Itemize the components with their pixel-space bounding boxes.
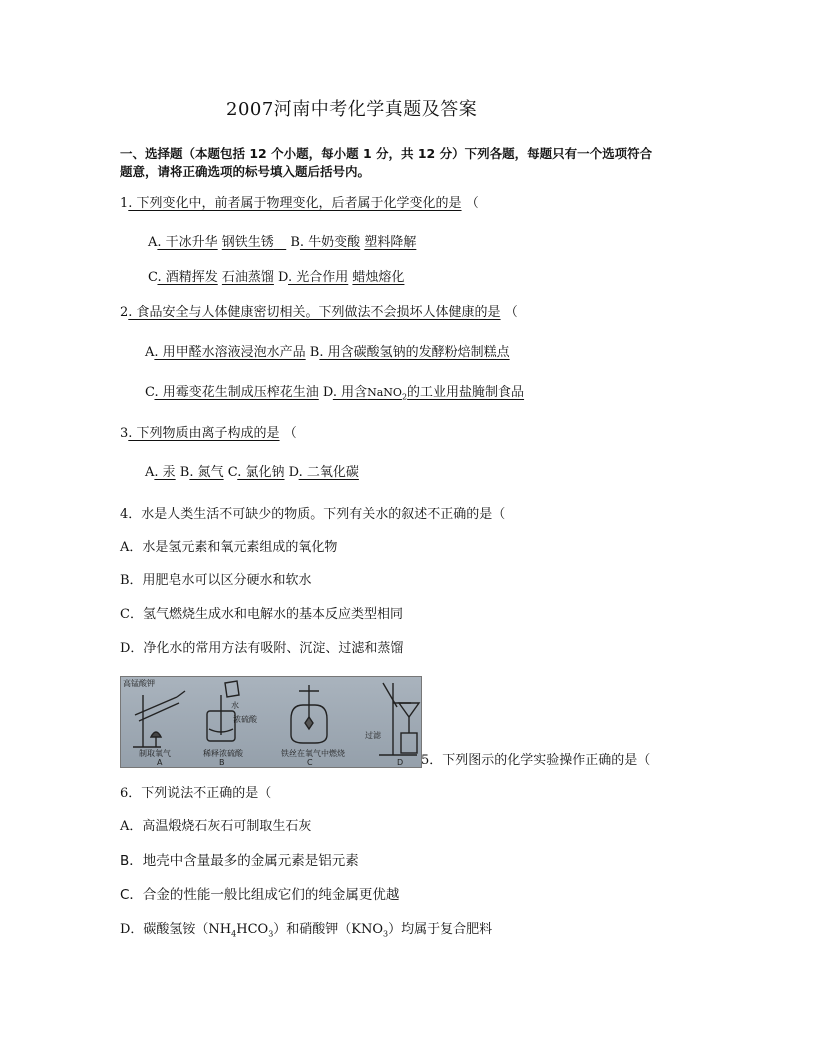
question-6: 6．下列说法不正确的是（ [120,786,272,801]
q6-option-b: B．地壳中含量最多的金属元素是铝元素 [120,853,359,869]
q3-option-c-text: . 氯化钠 [237,465,285,480]
q6-option-c: C．合金的性能一般比组成它们的纯金属更优越 [120,887,400,903]
q2-option-d-formula: NaNO [367,386,402,399]
figure-a-label: 制取氧气 [139,749,171,758]
q3-paren: （ [283,426,297,441]
q2-option-a-letter: A [145,345,155,360]
figure-a-letter: A [157,758,163,767]
q3-option-a-text: . 汞 [154,465,176,480]
question-4: 4．水是人类生活不可缺少的物质。下列有关水的叙述不正确的是（ [120,507,506,522]
figure-d-label: 过滤 [365,731,381,740]
q4-option-c: C．氢气燃烧生成水和电解水的基本反应类型相同 [120,607,403,622]
q2-paren: （ [504,305,518,320]
q1-option-c-text: . 酒精挥发 [157,270,218,285]
q2-options-ab [145,345,510,361]
figure-b-acid-label: 浓硫酸 [233,715,257,724]
q1-option-c-text2: 石油蒸馏 [221,270,274,285]
q6-option-a: A．高温煅烧石灰石可制取生石灰 [120,819,312,834]
experiment-figure [120,676,422,768]
question-2 [120,305,518,321]
q1-option-b-text: . 牛奶变酸 [299,235,361,250]
q6-option-d-sub3: 3 [383,929,389,939]
q2-option-d-text-post: 的工业用盐腌制食品 [407,385,525,400]
q1-number: 1 [120,196,129,211]
apparatus-c [291,685,327,743]
q1-stem: . 下列变化中，前者属于物理变化，后者属于化学变化的是 [128,196,462,211]
q6-option-d-sub1: 4 [231,929,237,939]
q6-option-d [120,922,492,943]
figure-b-letter: B [219,758,225,767]
q1-options-ab [148,235,416,251]
q3-number: 3 [120,426,129,441]
apparatus-a [133,691,185,747]
q2-option-c-text: . 用霉变花生制成压榨花生油 [154,385,319,400]
figure-c-letter: C [307,758,313,767]
q1-option-a-text2: 钢铁生锈 [221,235,274,250]
q2-option-c-letter: C [145,385,155,400]
figure-b-label: 稀释浓硫酸 [203,749,243,758]
q1-option-b-text2: 塑料降解 [364,235,417,250]
page-title: 2007河南中考化学真题及答案 [226,99,478,120]
q3-option-a-letter: A [145,465,155,480]
figure-d-letter: D [397,758,404,767]
q2-option-b-letter: B [309,345,320,360]
q2-number: 2 [120,305,129,320]
figure-c-label: 铁丝在氧气中燃烧 [281,749,345,758]
q2-option-b-text: . 用含碳酸氢钠的发酵粉焙制糕点 [319,345,510,360]
q3-option-b-text: . 氮气 [189,465,224,480]
q3-option-d-text: . 二氧化碳 [298,465,359,480]
q3-option-c-letter: C [227,465,238,480]
q3-stem: . 下列物质由离子构成的是 [128,426,280,441]
q2-option-d-text-pre: . 用含 [332,385,368,400]
q4-option-b: B．用肥皂水可以区分硬水和软水 [120,573,312,588]
q2-stem: . 食品安全与人体健康密切相关。下列做法不会损坏人体健康的是 [128,305,501,320]
q1-paren: （ [465,196,479,211]
section-heading-line2: 题意，请将正确选项的标号填入题后括号内。 [120,164,371,179]
question-1 [120,196,479,212]
question-3 [120,426,297,442]
q6-option-d-mid: HCO [236,922,269,937]
q1-option-d-letter: D [278,270,289,285]
q6-option-d-post: ）均属于复合肥料 [388,922,493,937]
q2-options-cd [145,385,524,406]
figure-b-water-label: 水 [231,701,239,710]
q1-option-d-text: . 光合作用 [288,270,349,285]
q3-option-b-letter: B [179,465,190,480]
q3-options [145,465,359,481]
apparatus-d [379,683,419,755]
q1-option-b-letter: B [290,235,300,250]
section-heading-line1: 一、选择题（本题包括 12 个小题，每小题 1 分，共 12 分）下列各题，每题只有一个选项符合 [120,146,653,161]
q6-option-d-mid2: ）和硝酸钾（KNO [273,922,384,937]
q1-options-cd [148,270,404,286]
q2-option-d-letter: D [322,385,333,400]
q1-option-a-text: . 干冰升华 [157,235,218,250]
q4-option-a: A．水是氢元素和氧元素组成的氧化物 [120,540,338,555]
q6-option-d-pre: D．碳酸氢铵（NH [120,922,232,937]
q1-option-c-letter: C [148,270,158,285]
q6-option-d-sub2: 3 [268,929,274,939]
apparatus-b [207,681,239,741]
q4-option-d: D．净化水的常用方法有吸附、沉淀、过滤和蒸馏 [120,641,404,656]
q2-option-d-subscript: 2 [401,392,408,402]
q1-option-d-text2: 蜡烛熔化 [352,270,405,285]
figure-a-top-label: 高锰酸钾 [123,679,155,688]
question-5: 5．下列图示的化学实验操作正确的是（ [421,753,651,768]
q3-option-d-letter: D [288,465,299,480]
q1-option-a-letter: A [148,235,158,250]
q2-option-a-text: . 用甲醛水溶液浸泡水产品 [154,345,306,360]
